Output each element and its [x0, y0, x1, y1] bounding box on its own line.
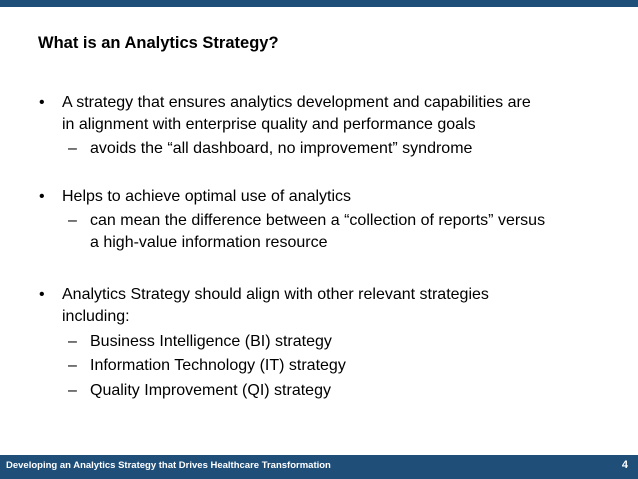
sub-bullet-text: Business Intelligence (BI) strategy — [90, 333, 332, 350]
page-number: 4 — [621, 459, 628, 471]
dash-icon: – — [68, 212, 77, 229]
bullet-text: including: — [62, 308, 130, 325]
dash-icon: – — [68, 333, 77, 350]
bullet-icon: • — [39, 188, 45, 205]
dash-icon: – — [68, 382, 77, 399]
footer-title: Developing an Analytics Strategy that Drives Healthcare Transformation — [6, 460, 331, 471]
bullet-text: Helps to achieve optimal use of analytics — [62, 188, 352, 205]
bullet-text: Analytics Strategy should align with other relevant strategies — [62, 286, 489, 303]
bullet-icon: • — [39, 286, 45, 303]
bullet-text: A strategy that ensures analytics development and capabilities are — [62, 94, 531, 111]
bullet-text: in alignment with enterprise quality and performance goals — [62, 116, 476, 133]
footer-bar — [0, 455, 638, 479]
sub-bullet-text: avoids the “all dashboard, no improvement” syndrome — [90, 140, 473, 157]
slide-title: What is an Analytics Strategy? — [38, 34, 279, 52]
sub-bullet-text: Information Technology (IT) strategy — [90, 357, 346, 374]
sub-bullet-text: can mean the difference between a “collection of reports” versus — [90, 212, 546, 229]
dash-icon: – — [68, 140, 77, 157]
sub-bullet-text: Quality Improvement (QI) strategy — [90, 382, 331, 399]
bullet-icon: • — [39, 94, 45, 111]
dash-icon: – — [68, 357, 77, 374]
sub-bullet-text: a high-value information resource — [90, 234, 328, 251]
